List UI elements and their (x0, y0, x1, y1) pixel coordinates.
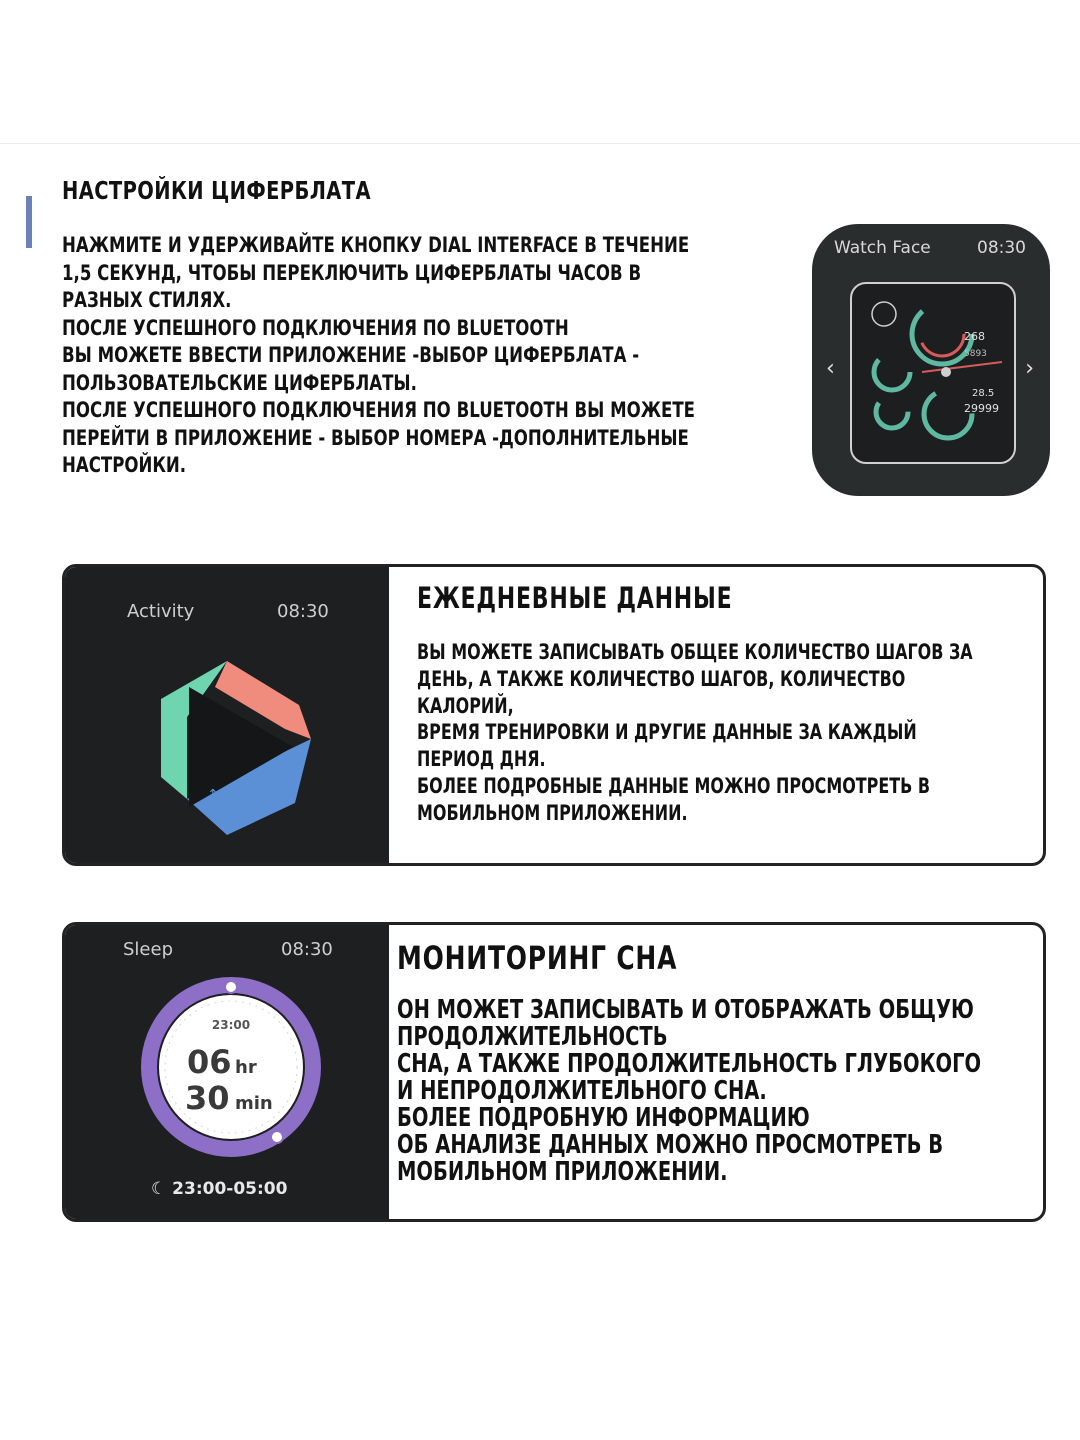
activity-panel (65, 567, 389, 863)
moon-icon: ☾ (151, 1179, 167, 1199)
watchface-section-title: НАСТРОЙКИ ЦИФЕРБЛАТА (62, 176, 371, 205)
sleep-minutes-unit: min (235, 1093, 273, 1114)
sleep-screen-time: 08:30 (281, 939, 333, 960)
sleep-body (397, 997, 997, 1186)
watchface-section-body (62, 232, 757, 480)
body-line: ОБ АНАЛИЗЕ ДАННЫХ МОЖНО ПРОСМОТРЕТЬ В (397, 1130, 944, 1160)
body-line: БОЛЕЕ ПОДРОБНУЮ ИНФОРМАЦИЮ (397, 1103, 810, 1133)
body-line: ОН МОЖЕТ ЗАПИСЫВАТЬ И ОТОБРАЖАТЬ ОБЩУЮ (397, 995, 974, 1025)
body-line: ПОЛЬЗОВАТЕЛЬСКИЕ ЦИФЕРБЛАТЫ. (62, 370, 417, 395)
sleep-title: МОНИТОРИНГ СНА (397, 939, 678, 977)
body-line: ДЕНЬ, А ТАКЖЕ КОЛИЧЕСТВО ШАГОВ, КОЛИЧЕСТВО (417, 666, 906, 691)
body-line: ВЫ МОЖЕТЕ ЗАПИСЫВАТЬ ОБЩЕЕ КОЛИЧЕСТВО ШАГОВ ЗА (417, 640, 973, 664)
activity-ring-graphic (65, 567, 389, 863)
chevron-left-icon[interactable]: ‹ (826, 356, 835, 381)
sleep-end-marker (271, 1131, 283, 1143)
activity-title: ЕЖЕДНЕВНЫЕ ДАННЫЕ (417, 581, 733, 615)
sleep-card (62, 922, 1046, 1222)
body-line: БОЛЕЕ ПОДРОБНЫЕ ДАННЫЕ МОЖНО ПРОСМОТРЕТЬ В (417, 773, 931, 798)
sleep-screen-title: Sleep (123, 939, 174, 960)
watch-value-2: 5893 (964, 349, 987, 359)
body-line: НАЖМИТЕ И УДЕРЖИВАЙТЕ КНОПКУ DIAL INTERFACE В ТЕЧЕНИЕ (62, 233, 690, 257)
body-line: 1,5 СЕКУНД, ЧТОБЫ ПЕРЕКЛЮЧИТЬ ЦИФЕРБЛАТЫ ЧАСОВ В (62, 260, 642, 285)
sleep-hours: 06 (187, 1043, 232, 1081)
sleep-range: 23:00-05:00 (172, 1179, 288, 1199)
watch-face-graphic (852, 284, 1014, 462)
chevron-right-icon[interactable]: › (1025, 356, 1034, 381)
watch-value-1: 268 (964, 330, 985, 343)
body-line: РАЗНЫХ СТИЛЯХ. (62, 288, 232, 312)
body-line: ВРЕМЯ ТРЕНИРОВКИ И ДРУГИЕ ДАННЫЕ ЗА КАЖДЫЙ (417, 720, 917, 745)
sleep-range-row (151, 1179, 287, 1199)
body-line: ПОСЛЕ УСПЕШНОГО ПОДКЛЮЧЕНИЯ ПО BLUETOOTH (62, 315, 569, 340)
arrow-up-icon: ↑ (207, 787, 219, 803)
watch-value-4: 29999 (964, 402, 999, 415)
body-line: НАСТРОЙКИ. (62, 453, 187, 477)
section-accent-bar (26, 196, 32, 248)
activity-card (62, 564, 1046, 866)
sleep-start-marker (225, 981, 237, 993)
body-line: КАЛОРИЙ, (417, 693, 514, 718)
activity-body (417, 639, 995, 827)
body-line: ПРОДОЛЖИТЕЛЬНОСТЬ (397, 1022, 668, 1052)
body-line: ПОСЛЕ УСПЕШНОГО ПОДКЛЮЧЕНИЯ ПО BLUETOOTH ВЫ МОЖЕТЕ (62, 398, 696, 422)
watch-value-3: 28.5 (972, 388, 995, 399)
watch-time: 08:30 (977, 238, 1026, 258)
body-line: ПЕРИОД ДНЯ. (417, 747, 546, 772)
body-line: СНА, А ТАКЖЕ ПРОДОЛЖИТЕЛЬНОСТЬ ГЛУБОКОГО (397, 1049, 982, 1079)
top-divider (0, 143, 1080, 144)
activity-screen-title: Activity (127, 601, 195, 622)
watch-screen-title: Watch Face (834, 238, 931, 258)
body-line: МОБИЛЬНОМ ПРИЛОЖЕНИИ. (417, 800, 688, 825)
sleep-panel (65, 925, 389, 1219)
body-line: И НЕПРОДОЛЖИТЕЛЬНОГО СНА. (397, 1076, 767, 1106)
sleep-hours-unit: hr (235, 1057, 257, 1078)
activity-screen-time: 08:30 (277, 601, 329, 622)
body-line: ВЫ МОЖЕТЕ ВВЕСТИ ПРИЛОЖЕНИЕ -ВЫБОР ЦИФЕРБЛАТА - (62, 343, 640, 367)
watch-face-preview[interactable] (850, 282, 1016, 464)
body-line: МОБИЛЬНОМ ПРИЛОЖЕНИИ. (397, 1157, 728, 1187)
sleep-dial-graphic (65, 925, 389, 1219)
sleep-minutes: 30 (185, 1079, 230, 1117)
sleep-dial-start-label: 23:00 (211, 1018, 251, 1032)
gauge-icon (872, 302, 896, 326)
body-line: ПЕРЕЙТИ В ПРИЛОЖЕНИЕ - ВЫБОР НОМЕРА -ДОПОЛНИТЕЛЬНЫЕ (62, 425, 689, 450)
watch-face-device (812, 224, 1050, 496)
